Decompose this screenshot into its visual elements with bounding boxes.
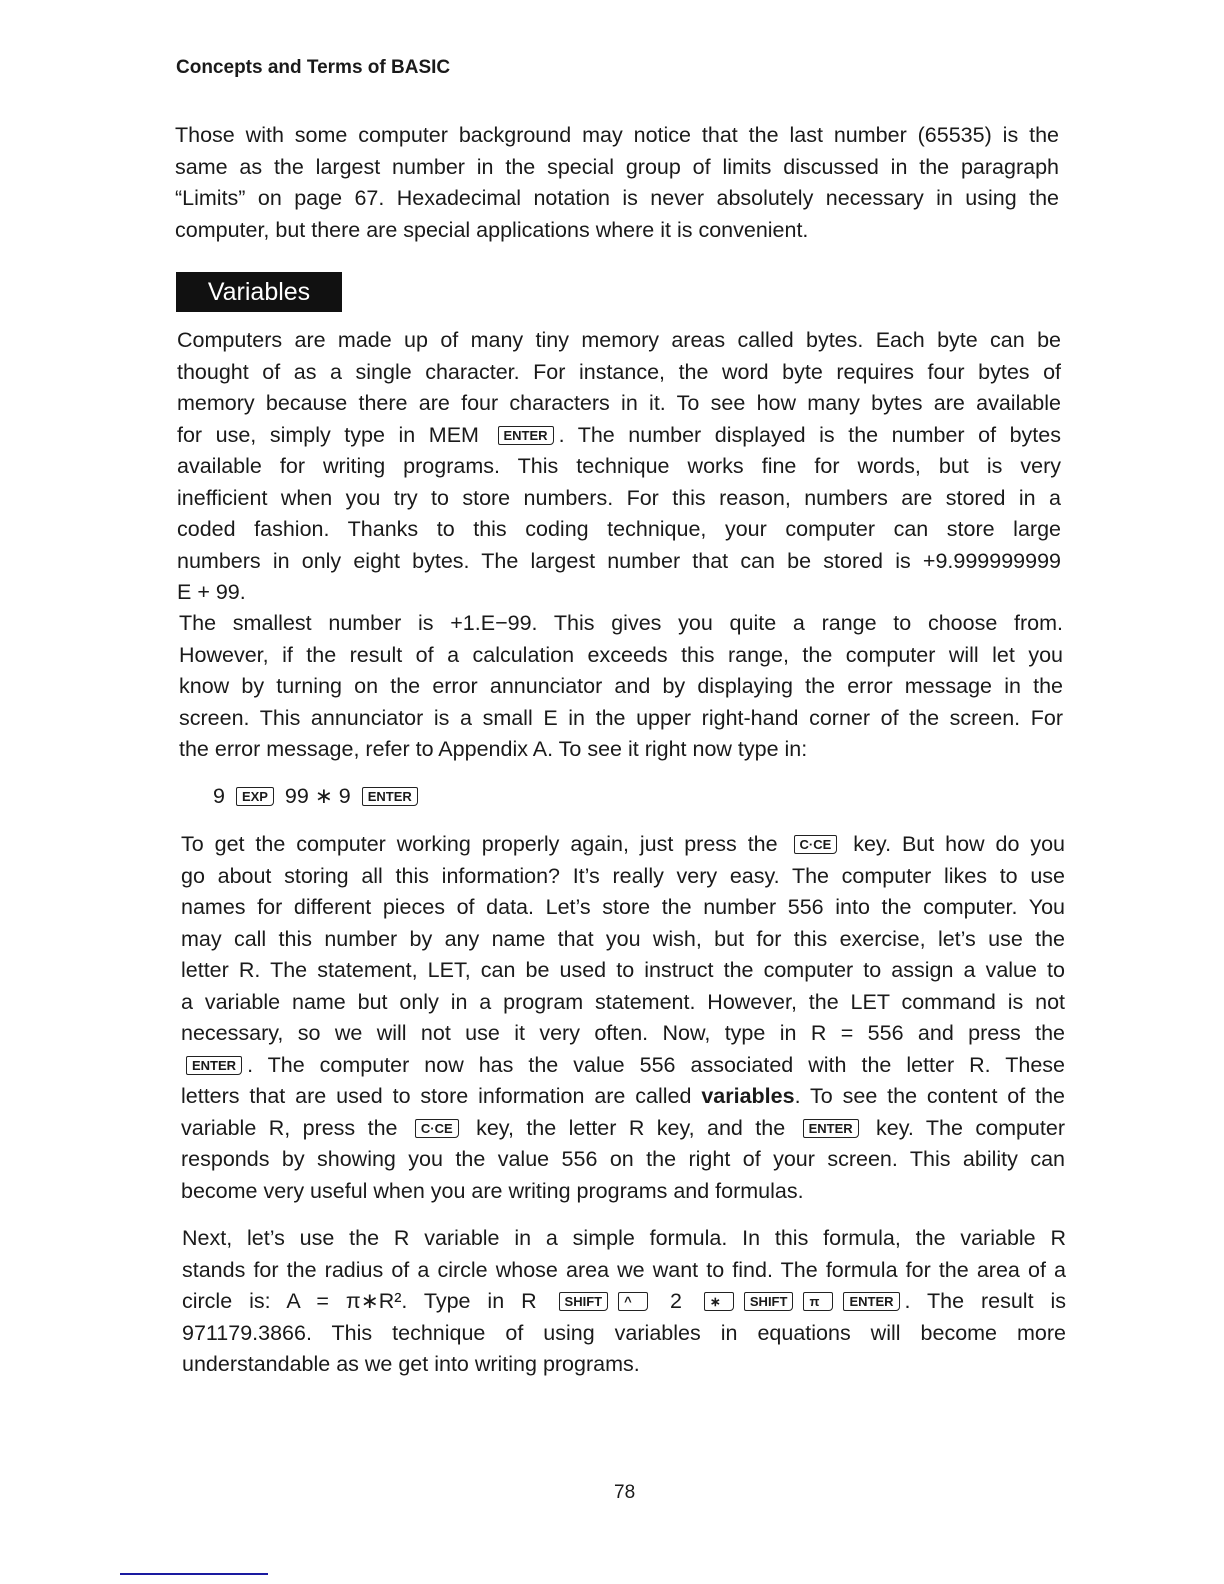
text-line [177, 388, 1061, 420]
keycap-exp: EXP [236, 787, 274, 806]
keycap-enter: ENTER [186, 1056, 242, 1075]
text-line [181, 1050, 1065, 1082]
text-segment: available for writing programs. This technique works fine for words, but is very [177, 454, 1061, 478]
text-segment: key. But how do you [842, 832, 1065, 856]
text-segment: 9 [213, 784, 231, 808]
text-line [175, 183, 1059, 215]
text-segment: . The computer now has the value 556 associated with the letter R. These [247, 1052, 1065, 1077]
text-line [175, 120, 1059, 152]
text-segment: 99 ∗ 9 [278, 784, 357, 808]
text-line [177, 546, 1061, 578]
footer-rule [120, 1573, 268, 1575]
keycap-cce: C·CE [415, 1119, 459, 1138]
text-segment: a variable name but only in a program statement. However, the LET command is not [181, 989, 1065, 1014]
text-segment: “Limits” on page 67. Hexadecimal notation is never absolutely necessary in using the [175, 186, 1059, 210]
text-line [177, 357, 1061, 389]
text-segment: understandable as we get into writing programs. [182, 1352, 640, 1376]
text-segment: . The result is [904, 1289, 1066, 1313]
paragraph-hexadecimal [175, 120, 1059, 246]
text-line [175, 152, 1059, 184]
section-heading-variables: Variables [176, 272, 342, 312]
text-segment: circle is: A = π∗R². Type in R [182, 1289, 554, 1313]
text-segment: become very useful when you are writing programs and formulas. [181, 1178, 804, 1203]
text-segment: inefficient when you try to store numbers. For this reason, numbers are stored in a [177, 485, 1061, 510]
text-segment: responds by showing you the value 556 on the right of your screen. This ability can [181, 1147, 1065, 1171]
text-line [181, 1018, 1065, 1050]
text-segment: necessary, so we will not use it very often. Now, type in R = 556 and press the [181, 1021, 1065, 1045]
text-line [177, 325, 1061, 357]
text-segment: screen. This annunciator is a small E in the upper right-hand corner of the screen. For [179, 705, 1063, 730]
text-segment: may call this number by any name that you wish, but for this exercise, let’s use the [181, 926, 1065, 951]
text-segment: key, the letter R key, and the [463, 1115, 798, 1140]
text-line [179, 734, 1063, 766]
text-line [181, 1113, 1065, 1145]
text-line [182, 1255, 1066, 1287]
keycap-shift: SHIFT [744, 1292, 794, 1311]
text-segment: the error message, refer to Appendix A. To see it right now type in: [179, 737, 808, 761]
text-segment: memory because there are four characters in it. To see how many bytes are available [177, 391, 1061, 415]
text-line [182, 1318, 1066, 1350]
text-line [181, 1081, 1065, 1113]
text-line [177, 483, 1061, 515]
text-segment: for use, simply type in MEM [177, 422, 493, 447]
text-segment: To get the computer working properly again, just press the [181, 832, 789, 856]
text-segment: The smallest number is +1.E−99. This gives you quite a range to choose from. [179, 611, 1063, 635]
text-segment: know by turning on the error annunciator and by displaying the error message in the [179, 674, 1063, 698]
keycap-: π [803, 1292, 833, 1311]
text-segment: However, if the result of a calculation exceeds this range, the computer will let you [179, 642, 1063, 667]
text-line [179, 640, 1063, 672]
text-line [181, 892, 1065, 924]
text-segment: 971179.3866. This technique of using variables in equations will become more [182, 1320, 1066, 1345]
text-line [181, 1144, 1065, 1176]
text-segment: numbers in only eight bytes. The largest number that can be stored is +9.999999999 [177, 548, 1061, 573]
text-segment: . To see the content of the [794, 1084, 1066, 1108]
text-line [177, 514, 1061, 546]
text-segment: key. The computer [863, 1115, 1065, 1140]
text-line [181, 987, 1065, 1019]
paragraph-variables [181, 829, 1065, 1207]
example-keystrokes [213, 781, 1097, 813]
text-line [177, 451, 1061, 483]
text-line [179, 671, 1063, 703]
text-line [179, 608, 1063, 640]
text-segment: same as the largest number in the special group of limits discussed in the paragraph [175, 154, 1059, 179]
paragraph-formula [182, 1223, 1066, 1381]
text-line [177, 577, 1061, 609]
text-line [175, 215, 1059, 247]
keycap-enter: ENTER [803, 1119, 859, 1138]
paragraph-bytes [177, 325, 1061, 609]
text-line [177, 420, 1061, 452]
text-line [181, 861, 1065, 893]
text-segment: go about storing all this information? It’s really very easy. The computer likes to use [181, 863, 1065, 888]
text-segment: computer, but there are special applications where it is convenient. [175, 217, 809, 242]
text-line [182, 1349, 1066, 1381]
keycap-enter: ENTER [362, 787, 418, 806]
keycap-: ∗ [704, 1292, 734, 1311]
text-line [181, 955, 1065, 987]
text-segment: letter R. The statement, LET, can be used to instruct the computer to assign a value to [181, 958, 1065, 982]
text-segment: Computers are made up of many tiny memory areas called bytes. Each byte can be [177, 328, 1061, 352]
keycap-enter: ENTER [498, 426, 554, 445]
keycap-cce: C·CE [794, 835, 838, 854]
text-line [181, 829, 1065, 861]
paragraph-smallest-number [179, 608, 1063, 766]
keycap-enter: ENTER [843, 1292, 899, 1311]
text-line [182, 1286, 1066, 1318]
bold-term: variables [701, 1084, 795, 1108]
keycap-shift: SHIFT [559, 1292, 609, 1311]
text-segment: variable R, press the [181, 1115, 410, 1140]
text-segment: coded fashion. Thanks to this coding technique, your computer can store large [177, 517, 1061, 541]
text-line [182, 1223, 1066, 1255]
keycap-: ^ [618, 1292, 648, 1311]
running-header: Concepts and Terms of BASIC [176, 57, 451, 78]
text-segment: E + 99. [177, 580, 246, 604]
text-segment: Next, let’s use the R variable in a simple formula. In this formula, the variable R [182, 1226, 1066, 1250]
text-segment: letters that are used to store information are called [181, 1084, 702, 1108]
page-number: 78 [614, 1482, 636, 1503]
text-segment: 2 [653, 1289, 699, 1313]
text-line [181, 924, 1065, 956]
text-segment: Those with some computer background may notice that the last number (65535) is the [175, 123, 1059, 147]
text-line [213, 781, 1097, 813]
text-segment: stands for the radius of a circle whose area we want to find. The formula for the area of a [182, 1257, 1066, 1282]
text-line [181, 1176, 1065, 1208]
text-line [179, 703, 1063, 735]
text-segment: names for different pieces of data. Let’s store the number 556 into the computer. You [181, 895, 1065, 919]
text-segment: thought of as a single character. For instance, the word byte requires four bytes of [177, 359, 1061, 384]
text-segment: . The number displayed is the number of bytes [558, 422, 1061, 447]
